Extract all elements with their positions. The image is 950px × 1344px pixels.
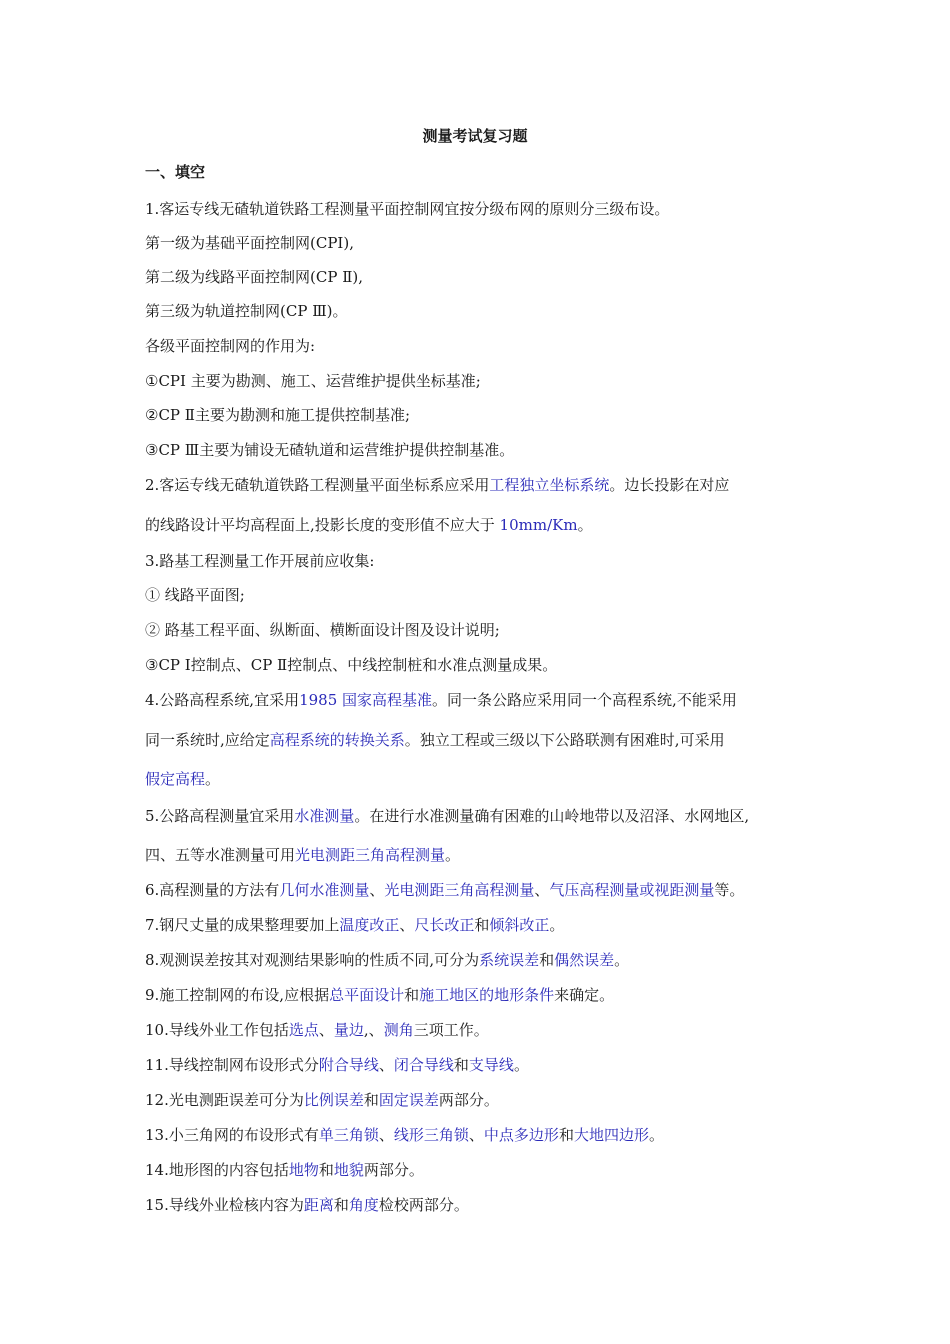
line-text: 。	[577, 516, 593, 534]
answer-text: 光电测距三角高程测量	[295, 846, 446, 864]
line-text: 四、五等水准测量可用	[145, 846, 296, 864]
line-text: 3.路基工程测量工作开展前应收集:	[145, 552, 375, 570]
line-text: 。	[513, 1056, 529, 1074]
text-line	[145, 1194, 469, 1216]
line-text: 14.地形图的内容包括	[145, 1161, 289, 1179]
text-line	[145, 584, 245, 606]
line-text: 、	[468, 1126, 484, 1144]
line-text: 。	[205, 770, 221, 788]
line-text: 和	[539, 951, 555, 969]
line-text: 、	[369, 881, 385, 899]
line-text: 9.施工控制网的布设,应根据	[145, 986, 330, 1004]
answer-text: 水准测量	[294, 807, 355, 825]
line-text: 。	[445, 846, 461, 864]
page-title: 测量考试复习题	[422, 127, 528, 145]
line-text: 15.导线外业检核内容为	[145, 1196, 304, 1214]
line-text: 13.小三角网的布设形式有	[145, 1126, 319, 1144]
answer-text: 气压高程测量或视距测量	[549, 881, 715, 899]
text-line	[145, 914, 564, 936]
line-text: 第二级为线路平面控制网(CP Ⅱ),	[145, 268, 364, 286]
answer-text: 支导线	[468, 1056, 514, 1074]
line-text: 10.导线外业工作包括	[145, 1021, 289, 1039]
line-text: 和	[404, 986, 420, 1004]
text-line	[145, 805, 749, 827]
text-line	[145, 300, 348, 322]
line-text: 同一系统时,应给定	[145, 731, 270, 749]
line-text: 的线路设计平均高程面上,投影长度的变形值不应大于	[145, 516, 500, 534]
answer-text: 量边	[333, 1021, 364, 1039]
line-text: 。	[614, 951, 630, 969]
text-line	[145, 335, 315, 357]
answer-text: 高程系统的转换关系	[269, 731, 405, 749]
line-text: 。同一条公路应采用同一个高程系统,不能采用	[432, 691, 737, 709]
text-line	[145, 404, 410, 426]
line-text: 。	[648, 1126, 664, 1144]
answer-text: 几何水准测量	[279, 881, 370, 899]
line-text: 、	[399, 916, 415, 934]
line-text: 。独立工程或三级以下公路联测有困难时,可采用	[404, 731, 725, 749]
answer-text: 工程独立坐标系统	[489, 476, 610, 494]
answer-text: 假定高程	[145, 770, 206, 788]
answer-text: 系统误差	[479, 951, 540, 969]
text-line	[145, 654, 557, 676]
text-line	[145, 844, 460, 866]
line-text: 11.导线控制网布设形式分	[145, 1056, 319, 1074]
answer-text: 总平面设计	[329, 986, 405, 1004]
text-line	[145, 439, 514, 461]
answer-text: 倾斜改正	[489, 916, 550, 934]
text-line	[145, 729, 725, 751]
answer-text: 选点	[288, 1021, 319, 1039]
line-text: 和	[333, 1196, 349, 1214]
line-text: 1.客运专线无碴轨道铁路工程测量平面控制网宜按分级布网的原则分三级布设。	[145, 200, 670, 218]
answer-text: 附合导线	[318, 1056, 379, 1074]
line-text: 7.钢尺丈量的成果整理要加上	[145, 916, 340, 934]
line-text: 4.公路高程系统,宜采用	[145, 691, 300, 709]
line-text: 6.高程测量的方法有	[145, 881, 280, 899]
text-line	[145, 768, 220, 790]
answer-text: 大地四边形	[573, 1126, 649, 1144]
answer-text: 光电测距三角高程测量	[384, 881, 535, 899]
answer-text: 比例误差	[303, 1091, 364, 1109]
text-line	[145, 984, 614, 1006]
text-line	[145, 550, 374, 572]
line-text: ① 线路平面图;	[145, 586, 245, 604]
line-text: 和	[474, 916, 490, 934]
line-text: 、	[378, 1126, 394, 1144]
text-line	[145, 232, 354, 254]
line-text: 。边长投影在对应	[609, 476, 730, 494]
line-text: 两部分。	[363, 1161, 424, 1179]
line-text: 第三级为轨道控制网(CP Ⅲ)。	[145, 302, 348, 320]
line-text: 和	[318, 1161, 334, 1179]
line-text: 、	[534, 881, 550, 899]
line-text: 8.观测误差按其对观测结果影响的性质不同,可分为	[145, 951, 480, 969]
line-text: 2.客运专线无碴轨道铁路工程测量平面坐标系应采用	[145, 476, 490, 494]
text-line	[145, 949, 629, 971]
line-text: 检校两部分。	[378, 1196, 469, 1214]
line-text: ② 路基工程平面、纵断面、横断面设计图及设计说明;	[145, 621, 500, 639]
text-line	[145, 1054, 529, 1076]
answer-text: 固定误差	[378, 1091, 439, 1109]
text-line	[145, 1089, 499, 1111]
answer-text: 地物	[288, 1161, 319, 1179]
line-text: ③CP Ⅰ控制点、CP Ⅱ控制点、中线控制桩和水准点测量成果。	[145, 656, 558, 674]
answer-text: 地貌	[333, 1161, 364, 1179]
text-line	[145, 370, 481, 392]
text-line	[145, 266, 363, 288]
text-line	[145, 1019, 489, 1041]
answer-text: 尺长改正	[414, 916, 475, 934]
line-text: 5.公路高程测量宜采用	[145, 807, 295, 825]
answer-text: 距离	[303, 1196, 334, 1214]
answer-text: 偶然误差	[554, 951, 615, 969]
answer-text: 1985 国家高程基准	[299, 691, 433, 709]
answer-text: 闭合导线	[393, 1056, 454, 1074]
line-text: 各级平面控制网的作用为:	[145, 337, 316, 355]
line-text: 等。	[714, 881, 745, 899]
answer-text: 角度	[348, 1196, 379, 1214]
line-text: 两部分。	[438, 1091, 499, 1109]
text-line	[145, 689, 737, 711]
text-line	[145, 1124, 664, 1146]
answer-text: 中点多边形	[483, 1126, 559, 1144]
line-text: 第一级为基础平面控制网(CPⅠ),	[145, 234, 354, 252]
answer-text: 温度改正	[339, 916, 400, 934]
text-line	[145, 619, 500, 641]
text-line	[145, 1159, 424, 1181]
line-text: 三项工作。	[413, 1021, 489, 1039]
line-text: ,、	[363, 1021, 384, 1039]
line-text: ③CP Ⅲ主要为铺设无碴轨道和运营维护提供控制基准。	[145, 441, 515, 459]
line-text: 和	[453, 1056, 469, 1074]
answer-text: 线形三角锁	[393, 1126, 469, 1144]
text-line	[145, 198, 669, 220]
line-text: 。在进行水准测量确有困难的山岭地带以及沼泽、水网地区,	[354, 807, 750, 825]
line-text: 和	[363, 1091, 379, 1109]
text-line	[145, 514, 593, 536]
line-text: 、	[318, 1021, 334, 1039]
answer-text: 单三角锁	[318, 1126, 379, 1144]
text-line	[145, 879, 744, 901]
line-text: 12.光电测距误差可分为	[145, 1091, 304, 1109]
line-text: ①CPⅠ 主要为勘测、施工、运营维护提供坐标基准;	[145, 372, 481, 390]
line-text: 和	[558, 1126, 574, 1144]
line-text: ②CP Ⅱ主要为勘测和施工提供控制基准;	[145, 406, 411, 424]
answer-text: 施工地区的地形条件	[419, 986, 555, 1004]
line-text: 来确定。	[554, 986, 615, 1004]
line-text: 。	[549, 916, 565, 934]
section-heading: 一、填空	[145, 163, 206, 181]
answer-text: 测角	[383, 1021, 414, 1039]
answer-text: 10mm/Km	[499, 516, 578, 534]
text-line	[145, 474, 729, 496]
line-text: 、	[378, 1056, 394, 1074]
